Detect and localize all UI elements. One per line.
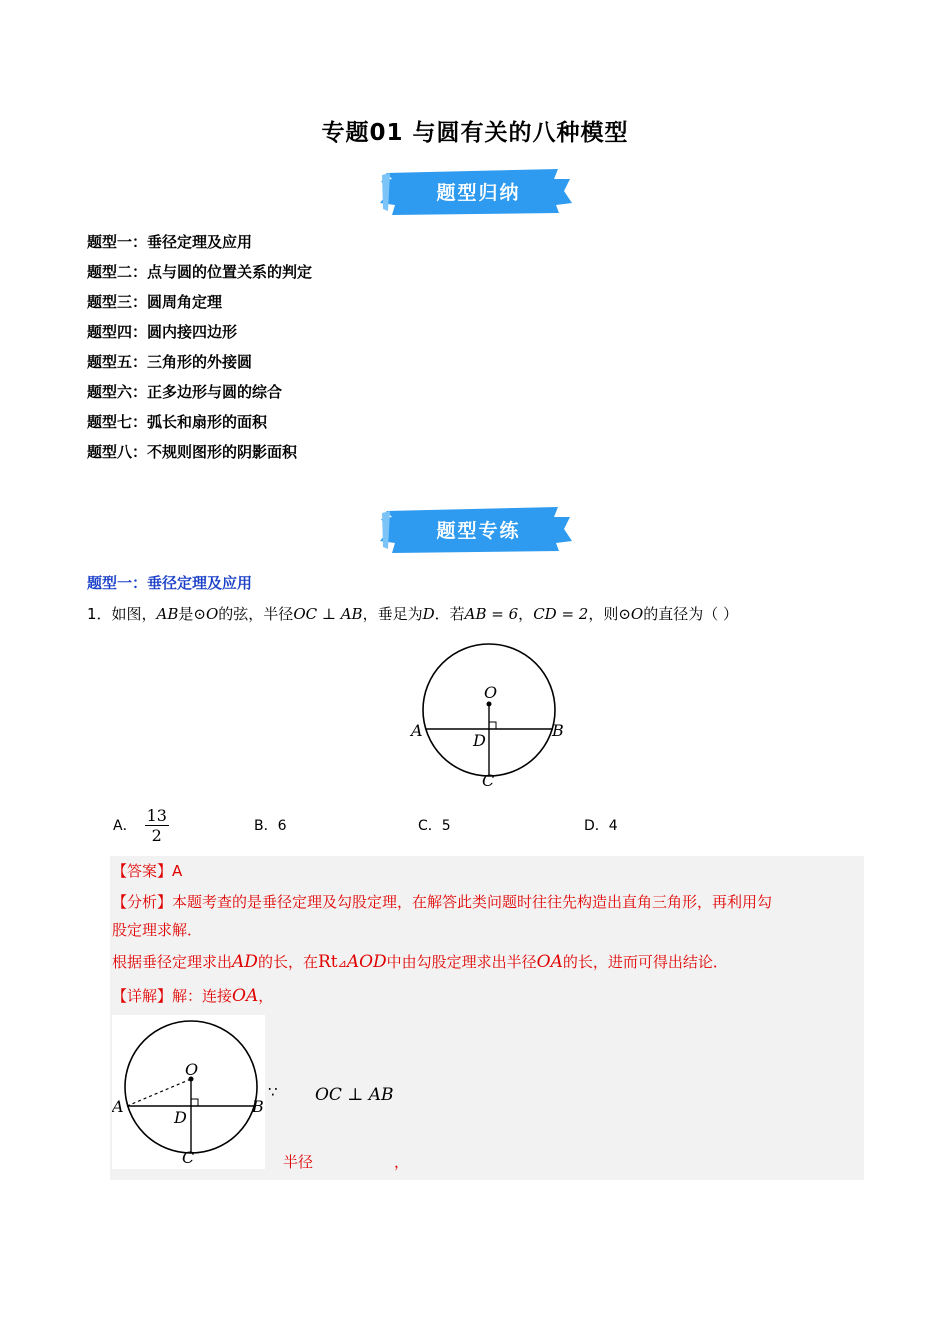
q-text: 的弦，半径 bbox=[218, 605, 294, 623]
comma-text: ， bbox=[394, 1153, 410, 1171]
label-o: O bbox=[484, 683, 498, 702]
q-math: ⊙O bbox=[618, 605, 644, 623]
option-a-label: A． bbox=[113, 818, 137, 834]
fraction bbox=[145, 806, 169, 845]
method-text: 的长，在 bbox=[257, 953, 318, 971]
detail-line bbox=[112, 985, 273, 1006]
triangle-symbol: ⊿ bbox=[337, 957, 347, 970]
solution-circle-figure bbox=[112, 1015, 265, 1169]
fraction-denominator: 2 bbox=[151, 825, 162, 845]
label-a: A bbox=[112, 1097, 124, 1116]
page-title: 专题01 与圆有关的八种模型 bbox=[321, 120, 629, 146]
q-math: AB = 6 bbox=[464, 605, 519, 623]
label-b: B bbox=[252, 1097, 264, 1116]
label-a: A bbox=[411, 721, 423, 740]
q-math: CD = 2 bbox=[533, 605, 589, 623]
banner-label: 题型归纳 bbox=[436, 181, 521, 204]
q-math: AB bbox=[156, 605, 179, 623]
method-math: Rt bbox=[317, 952, 338, 972]
analysis-line: 股定理求解． bbox=[112, 921, 203, 939]
label-d: D bbox=[473, 731, 486, 750]
option-a[interactable] bbox=[113, 800, 169, 850]
analysis-line: 【分析】本题考查的是垂径定理及勾股定理，在解答此类问题时往往先构造出直角三角形，再利用勾 bbox=[112, 893, 773, 911]
center-point bbox=[487, 702, 492, 707]
type-item: 题型六：正多边形与圆的综合 bbox=[87, 383, 283, 401]
section-banner-practice bbox=[378, 503, 573, 555]
q-text: ，则 bbox=[588, 605, 619, 623]
fraction-numerator: 13 bbox=[146, 805, 167, 825]
answer-line: 【答案】A bbox=[112, 862, 183, 880]
q-text: 1．如图， bbox=[87, 605, 157, 623]
q-text: ．若 bbox=[434, 605, 465, 623]
type-item: 题型四：圆内接四边形 bbox=[87, 323, 238, 341]
condition-math: OC ⊥ AB bbox=[315, 1085, 394, 1105]
method-math: AD bbox=[232, 952, 258, 972]
q-math: ⊙O bbox=[193, 605, 219, 623]
radius-text: 半径 bbox=[283, 1153, 314, 1171]
detail-math: OA bbox=[232, 986, 259, 1006]
option-c[interactable]: C．5 bbox=[418, 818, 451, 834]
circle-figure bbox=[405, 640, 575, 795]
label-c: C bbox=[482, 771, 495, 790]
q-text: 的直径为（ ） bbox=[643, 605, 739, 623]
type-item: 题型二：点与圆的位置关系的判定 bbox=[87, 263, 313, 281]
because-symbol: ∵ bbox=[268, 1083, 278, 1101]
type-item: 题型五：三角形的外接圆 bbox=[87, 353, 253, 371]
q-math: D bbox=[422, 605, 435, 623]
type-list bbox=[87, 230, 312, 470]
option-d[interactable]: D．4 bbox=[584, 818, 618, 834]
section-banner-summary bbox=[378, 165, 573, 217]
method-text: 中由勾股定理求出半径 bbox=[386, 953, 537, 971]
question-1 bbox=[87, 603, 738, 624]
segment-oa bbox=[127, 1079, 191, 1106]
method-math: AOD bbox=[346, 952, 387, 972]
type-item: 题型七：弧长和扇形的面积 bbox=[87, 413, 268, 431]
label-b: B bbox=[552, 721, 564, 740]
detail-text: ， bbox=[258, 987, 274, 1005]
option-b[interactable]: B．6 bbox=[254, 818, 287, 834]
method-math: OA bbox=[536, 952, 563, 972]
solution-figure bbox=[112, 1015, 265, 1169]
banner-label: 题型专练 bbox=[436, 519, 521, 542]
method-line bbox=[112, 951, 728, 972]
method-text: 根据垂径定理求出 bbox=[112, 953, 233, 971]
q-text: 是 bbox=[178, 605, 194, 623]
type-item: 题型三：圆周角定理 bbox=[87, 293, 223, 311]
label-d: D bbox=[174, 1108, 187, 1127]
type-item: 题型八：不规则图形的阴影面积 bbox=[87, 443, 298, 461]
detail-text: 【详解】解：连接 bbox=[112, 987, 233, 1005]
q-text: ，垂足为 bbox=[362, 605, 423, 623]
right-angle-mark bbox=[489, 722, 496, 729]
right-angle-mark bbox=[191, 1099, 198, 1106]
label-c: C bbox=[182, 1148, 195, 1167]
q-text: ， bbox=[518, 605, 534, 623]
method-text: 的长，进而可得出结论． bbox=[562, 953, 728, 971]
q-math: OC ⊥ AB bbox=[293, 605, 363, 623]
label-o: O bbox=[185, 1060, 199, 1079]
type-item: 题型一：垂径定理及应用 bbox=[87, 233, 253, 251]
section-heading: 题型一：垂径定理及应用 bbox=[87, 574, 253, 592]
